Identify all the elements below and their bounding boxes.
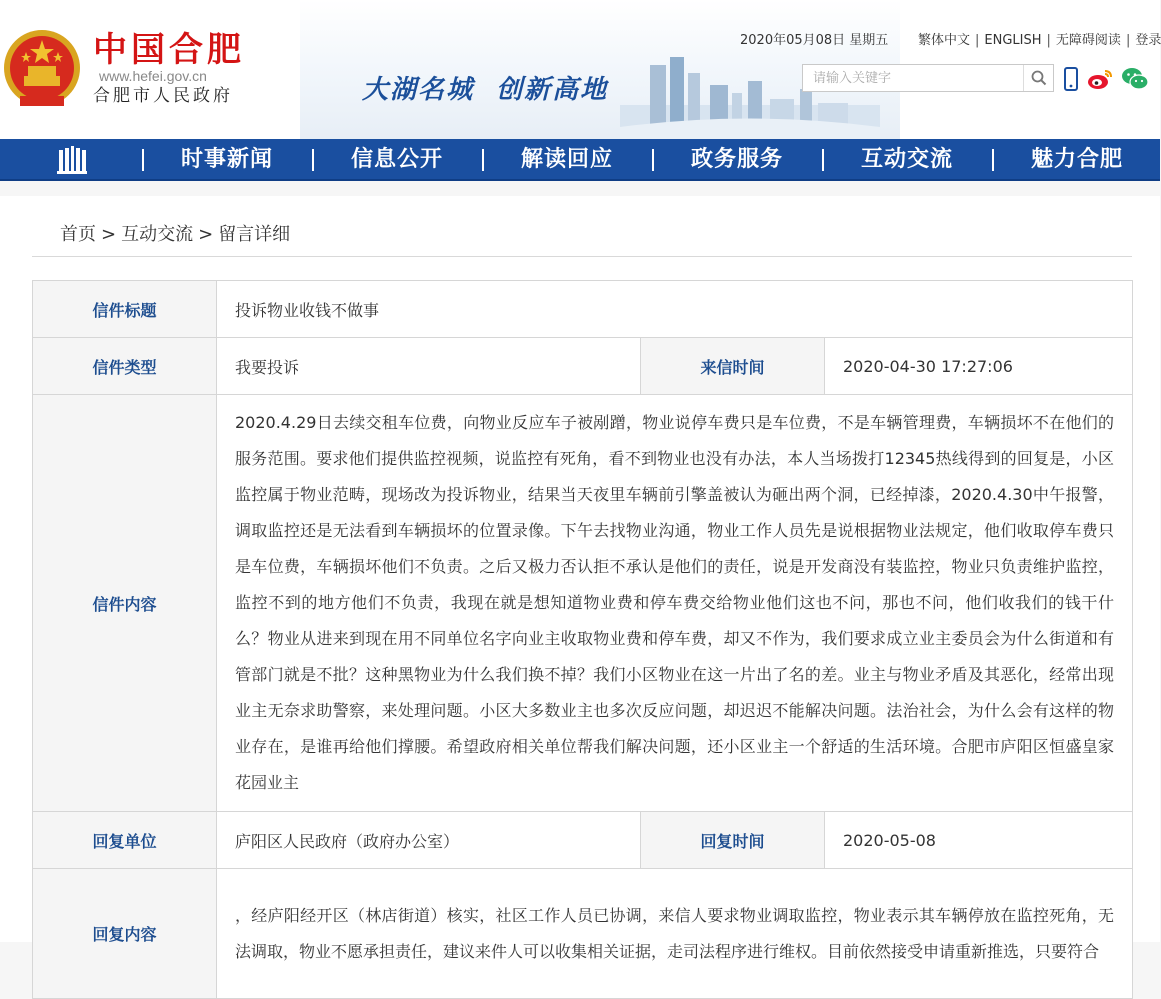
breadcrumb-separator: > — [101, 224, 117, 245]
banner-slogan: 大湖名城 创新高地 — [362, 75, 609, 105]
nav-item-interaction[interactable]: 互动交流 — [860, 147, 953, 172]
separator: | — [1125, 33, 1131, 48]
nav-separator — [142, 149, 144, 171]
letter-type-label: 信件类型 — [33, 338, 217, 395]
letter-time-value: 2020-04-30 17:27:06 — [825, 338, 1133, 395]
nav-item-information-disclosure[interactable]: 信息公开 — [350, 147, 443, 172]
nav-item-interpretation-response[interactable]: 解读回应 — [520, 147, 613, 172]
letter-title-value: 投诉物业收钱不做事 — [217, 281, 1133, 338]
reply-content-value: ，经庐阳经开区（林店街道）核实，社区工作人员已协调，来信人要求物业调取监控，物业表示其车辆停放在监控死角，无法调取，物业不愿承担责任，建议来件人可以收集相关证据，走司法程序进行维权。目前依然接受申请重新推选，只要符合 — [217, 869, 1133, 999]
search-box — [802, 64, 1054, 92]
table-row — [33, 338, 1133, 395]
current-date: 2020年05月08日 星期五 — [740, 33, 889, 48]
site-url: www.hefei.gov.cn — [99, 68, 207, 84]
breadcrumb-current: 留言详细 — [218, 224, 291, 245]
nav-item-current-news[interactable]: 时事新闻 — [180, 147, 273, 172]
table-row — [33, 812, 1133, 869]
mobile-icon[interactable] — [1058, 66, 1084, 92]
link-traditional-chinese[interactable]: 繁体中文 — [918, 33, 971, 48]
table-row — [33, 869, 1133, 999]
national-emblem-logo — [2, 26, 82, 112]
nav-separator — [482, 149, 484, 171]
breadcrumb-separator: > — [198, 224, 214, 245]
search-button[interactable] — [1023, 65, 1053, 91]
letter-time-label: 来信时间 — [641, 338, 825, 395]
reply-time-label: 回复时间 — [641, 812, 825, 869]
reply-content-label: 回复内容 — [33, 869, 217, 999]
letter-title-label: 信件标题 — [33, 281, 217, 338]
table-row — [33, 281, 1133, 338]
letter-type-value: 我要投诉 — [217, 338, 641, 395]
site-organization: 合肥市人民政府 — [93, 86, 233, 106]
letter-content-value: 2020.4.29日去续交租车位费，向物业反应车子被剐蹭，物业说停车费只是车位费，不是车辆管理费，车辆损坏不在他们的服务范围。要求他们提供监控视频，说监控有死角，看不到物业也没有办法，本人当场拨打12345热线得到的回复是，小区监控属于物业范畴，现场改为投诉物业，结果当天夜里车辆前引擎盖被认为砸出两个洞，已经掉漆，2020.4.30中午报警，调取监控还是无法看到车辆损坏的位置录像。下午去找物业沟通，物业工作人员先是说根据物业法规定，他们收取停车费只是车位费，车辆损坏他们不负责。之后又极力否认拒不承认是他们的责任，说是开发商没有装监控，物业只负责维护监控，监控不到的地方他们不负责，我现在就是想知道物业费和停车费交给物业他们这也不问，那也不问，他们收我们的钱干什么？物业从进来到现在用不同单位名字向业主收取物业费和停车费，却又不作为，我们要求成立业主委员会为什么街道和有管部门就是不批？这种黑物业为什么我们换不掉？我们小区物业在这一片出了名的差。业主与物业矛盾及其恶化，经常出现业主无奈求助警察，来处理问题。小区大多数业主也多次反应问题，却迟迟不能解决问题。法治社会，为什么会有这样的物业存在，是谁再给他们撑腰。希望政府相关单位帮我们解决问题，还小区业主一个舒适的生活环境。合肥市庐阳区恒盛皇家花园业主 — [217, 395, 1133, 812]
nav-home-button[interactable] — [56, 145, 88, 175]
breadcrumb-interaction[interactable]: 互动交流 — [121, 224, 194, 245]
search-input[interactable] — [803, 65, 1023, 91]
nav-separator — [992, 149, 994, 171]
site-header — [0, 0, 1160, 139]
search-icon — [1031, 70, 1047, 86]
wechat-icon[interactable] — [1120, 66, 1150, 92]
nav-separator — [822, 149, 824, 171]
home-building-icon — [57, 146, 87, 174]
link-login[interactable]: 登录 — [1135, 33, 1161, 48]
site-name: 中国合肥 — [93, 30, 245, 70]
weibo-icon[interactable] — [1087, 66, 1113, 92]
link-english[interactable]: ENGLISH — [984, 33, 1042, 48]
main-content — [0, 196, 1160, 961]
link-accessibility[interactable]: 无障碍阅读 — [1055, 33, 1121, 48]
breadcrumb — [60, 223, 290, 247]
table-row — [33, 395, 1133, 812]
separator: | — [975, 33, 980, 48]
reply-time-value: 2020-05-08 — [825, 812, 1133, 869]
reply-unit-value: 庐阳区人民政府（政府办公室） — [217, 812, 641, 869]
nav-separator — [652, 149, 654, 171]
breadcrumb-divider — [32, 256, 1132, 257]
nav-item-charm-hefei[interactable]: 魅力合肥 — [1030, 147, 1123, 172]
top-links-bar — [918, 33, 1161, 49]
separator: | — [1046, 33, 1051, 48]
nav-item-government-services[interactable]: 政务服务 — [690, 147, 783, 172]
nav-separator — [312, 149, 314, 171]
letter-content-label: 信件内容 — [33, 395, 217, 812]
letter-detail-table — [32, 280, 1133, 999]
breadcrumb-home[interactable]: 首页 — [60, 224, 96, 245]
main-navigation — [0, 139, 1160, 181]
reply-unit-label: 回复单位 — [33, 812, 217, 869]
